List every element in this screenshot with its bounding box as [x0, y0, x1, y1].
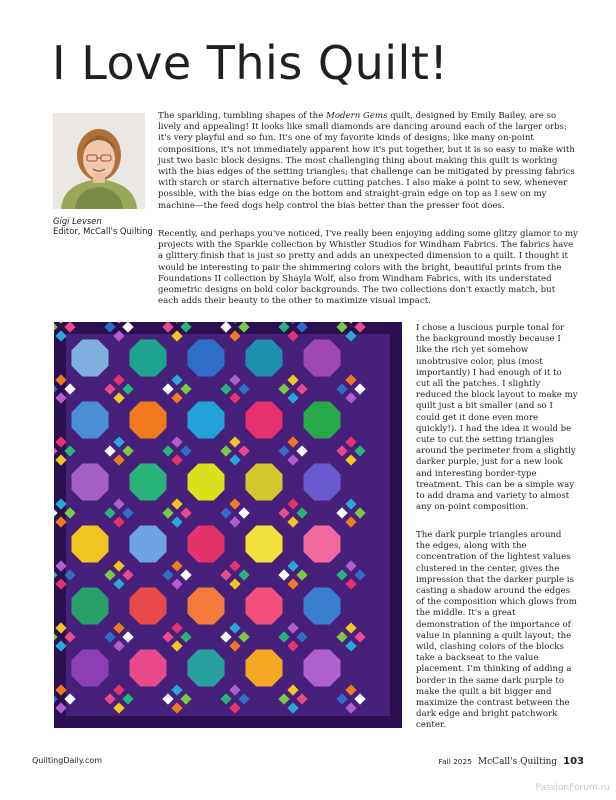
quilt-orb	[72, 588, 109, 625]
quilt-orb	[304, 650, 341, 687]
quilt-orb	[72, 650, 109, 687]
quilt-orb	[246, 402, 283, 439]
paragraph-1-start: The sparkling, tumbling shapes of the	[158, 111, 327, 121]
paragraph-3: I chose a luscious purple tonal for the background mostly because I like the rich yet somehow unobtrusive color, plus (most importantly) I had enough of it to cut all the patches. I slightly reduced the block layout to make my quilt just a bit smaller (and so I could get it done even more quickly!). I had the idea it would be cute to cut the setting triangles around the perimeter from a slightly darker purple, just for a new look and interesting border-type treatment. This can be a simple way to add drama and variety to almost any on-point composition.	[416, 323, 578, 513]
watermark: PassionForum.ru	[535, 783, 610, 793]
quilt-orb	[246, 650, 283, 687]
quilt-orb	[130, 650, 167, 687]
footer-magazine: McCall's Quilting	[477, 757, 558, 767]
quilt-orb	[130, 464, 167, 501]
page-number: 103	[563, 756, 584, 767]
author-photo	[53, 113, 145, 209]
author-role: Editor, McCall's Quilting	[53, 226, 153, 236]
paragraph-1-rest: quilt, designed by Emily Bailey, are so lively and appealing! It looks like small diamonds are dancing around each of the larger orbs; it's very playful and so fun. It's one of my favorite kinds of designs; like many on-point compositions, it's not immediately apparent how it's put together, but it is so easy to make with just two basic block designs. The most challenging thing about making this quilt is working with the bias edges of the setting triangles; that challenge can be mitigated by pressing fabrics with starch or starch alternative before cutting patches. I also make a point to sew, whenever possible, with the bias edge on the bottom and straight-grain edge on top as I sew on my machine—the feed dogs help control the bias better than the presser foot does.	[158, 111, 575, 211]
author-name: Gigi Levsen	[53, 216, 102, 226]
quilt-name: Modern Gems	[326, 111, 388, 121]
paragraph-1	[158, 111, 578, 212]
quilt-orb	[188, 650, 225, 687]
quilt-orb	[246, 588, 283, 625]
footer-issue: Fall 2025	[438, 757, 472, 766]
quilt-orb	[130, 526, 167, 563]
quilt-orb	[188, 526, 225, 563]
quilt-orb	[72, 464, 109, 501]
footer-info	[439, 756, 584, 767]
quilt-orb	[130, 340, 167, 377]
paragraph-4: The dark purple triangles around the edges, along with the concentration of the lightest values clustered in the center, gives the impression that the darker purple is casting a shadow around the edges of the composition which glows from the middle. It's a great demonstration of the importance of value in planning a quilt layout; the wild, clashing colors of the blocks take a backseat to the value placement. I'm thinking of adding a border in the same dark purple to make the quilt a bit bigger and maximize the contrast between the dark edge and bright patchwork center.	[416, 530, 577, 731]
footer-site: QuiltingDaily.com	[32, 756, 103, 765]
quilt-orb	[188, 464, 225, 501]
quilt-orb	[246, 340, 283, 377]
quilt-orb	[304, 402, 341, 439]
quilt-orb	[304, 588, 341, 625]
quilt-orb	[188, 402, 225, 439]
quilt-orb	[72, 402, 109, 439]
quilt-orb	[72, 526, 109, 563]
page-title: I Love This Quilt!	[52, 36, 449, 90]
quilt-orb	[188, 588, 225, 625]
quilt-photo	[54, 322, 402, 728]
quilt-orb	[130, 588, 167, 625]
quilt-orb	[304, 340, 341, 377]
quilt-orb	[130, 402, 167, 439]
quilt-orb	[304, 526, 341, 563]
author-caption	[53, 216, 153, 236]
quilt-orb	[246, 464, 283, 501]
quilt-orb	[246, 526, 283, 563]
quilt-orb	[188, 340, 225, 377]
quilt-illustration	[54, 322, 402, 728]
quilt-orb	[304, 464, 341, 501]
paragraph-2: Recently, and perhaps you've noticed, I've really been enjoying adding some glitzy glamor to my projects with the Sparkle collection by Whistler Studios for Windham Fabrics. The fabrics have a glittery finish that is just so pretty and adds an unexpected dimension to a quilt. I thought it would be interesting to pair the shimmering colors with the bright, beautiful prints from the Foundations II collection by Shayla Wolf, also from Windham Fabrics, with its understated geometric designs on bold color backgrounds. The two collections don't exactly match, but each adds their beauty to the other to maximize visual impact.	[158, 229, 578, 307]
quilt-orb	[72, 340, 109, 377]
